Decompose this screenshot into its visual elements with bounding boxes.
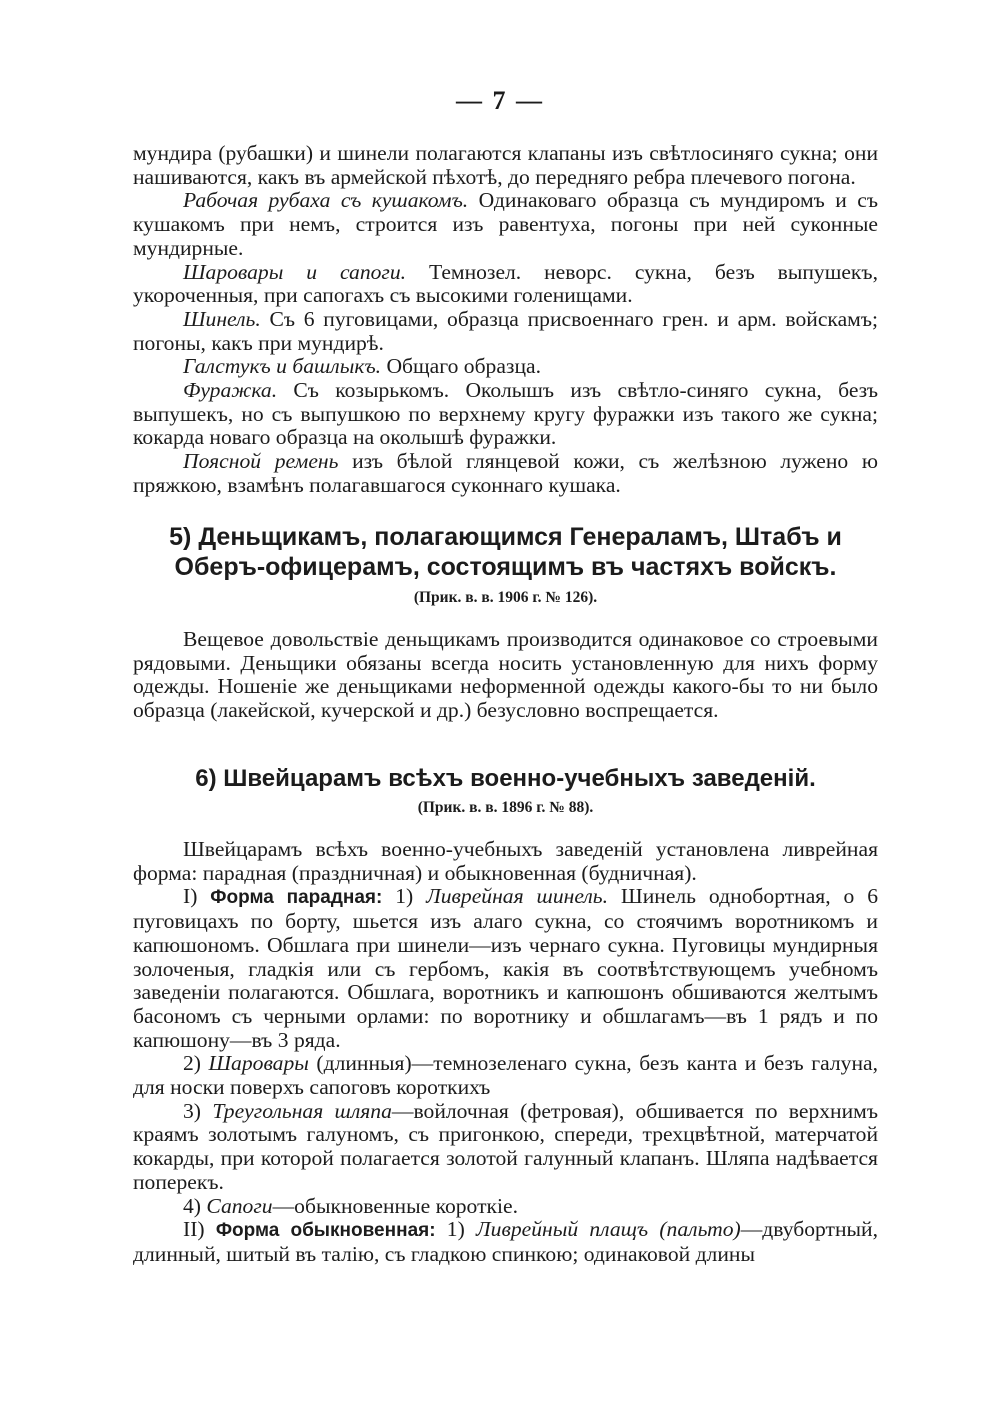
paragraph-continued: мундира (рубашки) и шинели полагаются клапаны изъ свѣтлосиняго сукна; они нашиваются, какъ въ армейской пѣхотѣ, до передняго ребра плечевого погона. (133, 141, 878, 189)
item-heading: Сапоги (206, 1193, 273, 1218)
item-heading: Ливрейный плащъ (пальто) (476, 1217, 741, 1242)
boots-item: 4) Сапоги—обыкновенные короткіе. (183, 1193, 518, 1218)
text-block-top (133, 142, 878, 498)
paragraph-greatcoat: Шинель. Съ 6 пуговицами, образца присвоеннаго грен. и арм. войскамъ; погоны, какъ при мундирѣ. (133, 306, 878, 355)
item-heading: Шаровары (208, 1051, 309, 1076)
paragraph-tie: Галстукъ и башлыкъ. Общаго образца. (183, 354, 542, 379)
section-5-heading: 5) Деньщикамъ, полагающимся Генераламъ, Штабъ и Оберъ-офицерамъ, состоящимъ въ частяхъ войскъ. (169, 523, 842, 581)
form-label: Форма парадная: (210, 887, 383, 909)
section-5-reference: (Прик. в. в. 1906 г. № 126). (413, 589, 598, 606)
section-5-text: Вещевое довольствіе деньщикамъ производится одинаковое со строевыми рядовыми. Деньщики обязаны всегда носить установленную для нихъ форму одежды. Ношеніе же деньщиками неформенной одежды какого-бы то ни было образца (лакейской, кучерской и др.) безусловно воспрещается. (133, 627, 878, 723)
section-6 (133, 764, 878, 1267)
section-6-heading: 6) Швейцарамъ всѣхъ военно-учебныхъ заведеній. (195, 765, 816, 792)
item-heading: Ливрейная шинель. (426, 884, 609, 909)
page-number: — 7 — (456, 86, 544, 115)
item-heading: Шаровары и сапоги. (183, 259, 407, 284)
form-label: Форма обыкновенная: (215, 1220, 436, 1242)
item-heading: Фуражка. (183, 378, 278, 403)
item-heading: Треугольная шляпа (212, 1098, 392, 1123)
item-heading: Шинель. (183, 306, 261, 331)
item-heading: Галстукъ и башлыкъ. (183, 354, 382, 379)
paragraph-cap: Фуражка. Съ козырькомъ. Околышъ изъ свѣтло-синяго сукна, безъ выпушекъ, но съ выпушкою по верхнему кругу фуражки изъ такого же сукна; кокарда новаго образца на околышѣ фуражки. (133, 378, 878, 450)
item-heading: Рабочая рубаха съ кушакомъ. (183, 188, 469, 213)
paragraph-trousers: Шаровары и сапоги. Темнозел. неворс. сукна, безъ выпушекъ, укороченныя, при сапогахъ съ высокими голенищами. (133, 259, 878, 308)
paragraph-belt: Поясной ремень изъ бѣлой глянцевой кожи, съ желѣзною лужено ю пряжкою, взамѣнъ полагавшагося суконнаго кушака. (133, 449, 879, 497)
hat-item: 3) Треугольная шляпа—войлочная (фетровая), обшивается по верхнимъ краямъ золотымъ галуномъ, съ пригонкою, спереди, трехцвѣтной, матерчатой кокарды, при которой полагается золотой галунный клапанъ. Шляпа надѣвается поперекъ. (133, 1098, 878, 1194)
section-6-intro: Швейцарамъ всѣхъ военно-учебныхъ заведеній установлена ливрейная форма: парадная (праздничная) и обыкновенная (будничная). (133, 837, 878, 885)
section-6-reference: (Прик. в. в. 1896 г. № 88). (417, 799, 594, 816)
section-5 (133, 522, 878, 723)
parade-uniform-item: I) Форма парадная: 1) Ливрейная шинель. Шинель однобортная, о 6 пуговицахъ по борту, шьется изъ алаго сукна, со стоячимъ воротникомъ и капюшономъ. Обшлага при шинели—изъ чернаго сукна. Пуговицы мундирныя золоченыя, гладкія или съ гербомъ, какія въ соотвѣтствующемъ учебномъ заведеніи полагаются. Обшлага, воротникъ и капюшонъ обшиваются желтымъ басономъ съ черными орлами: по воротнику и обшлагамъ—въ 1 рядъ и по капюшону—въ 3 ряда. (133, 884, 878, 1052)
ordinary-uniform-item: II) Форма обыкновенная: 1) Ливрейный плащъ (пальто)—двубортный, длинный, шитый въ талію, съ гладкою спинкою; одинаковой длины (133, 1217, 879, 1266)
item-heading: Поясной ремень (183, 449, 339, 474)
trousers-item: 2) Шаровары (длинныя)—темнозеленаго сукна, безъ канта и безъ галуна, для носки поверхъ сапоговъ короткихъ (133, 1051, 878, 1100)
paragraph-work-shirt: Рабочая рубаха съ кушакомъ. Одинаковаго образца съ мундиромъ и съ кушакомъ при немъ, строится изъ равентуха, погоны при ней суконные мундирные. (133, 188, 879, 260)
